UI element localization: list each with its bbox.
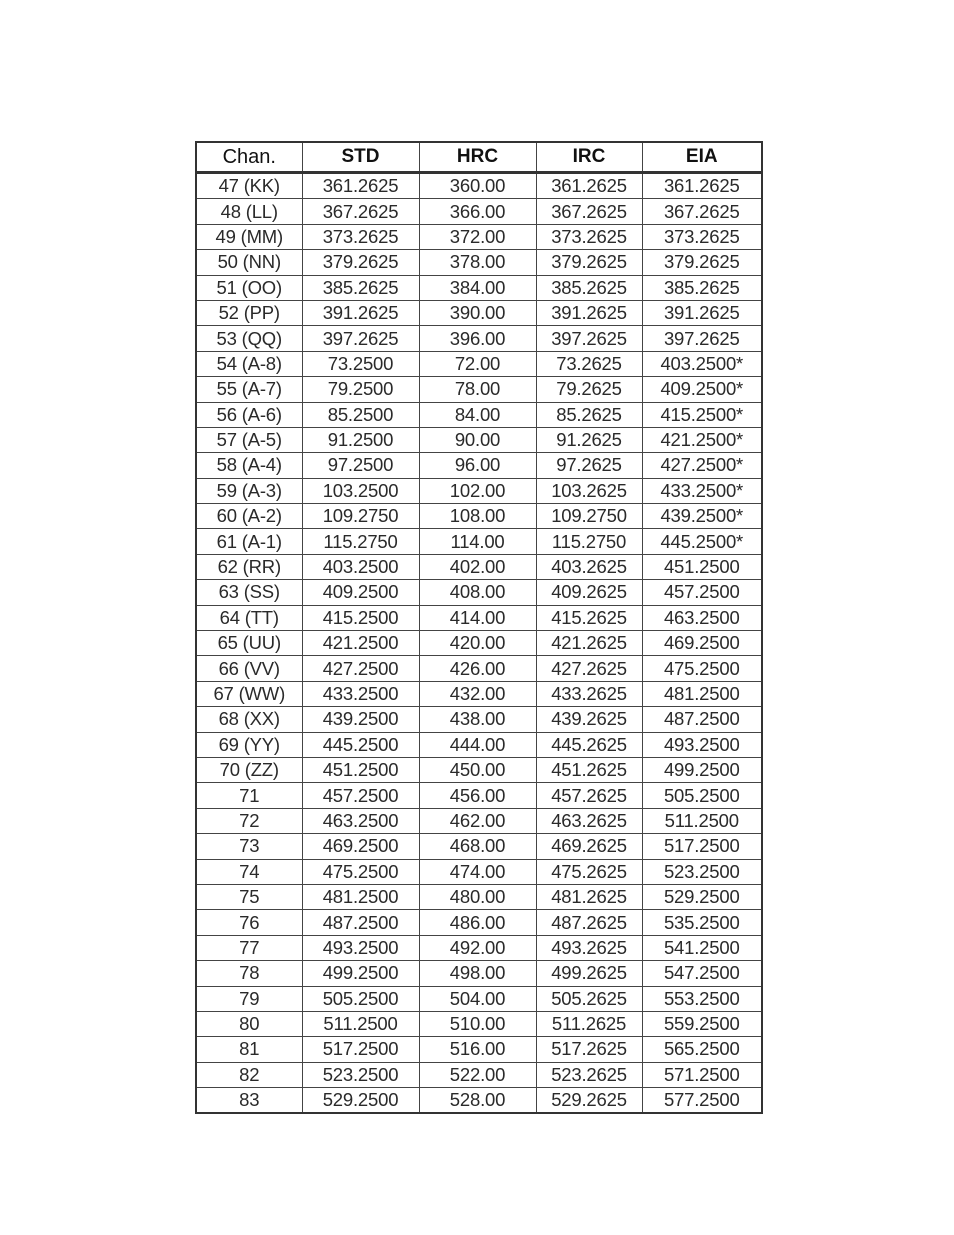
cell-eia: 571.2500 — [642, 1062, 762, 1087]
cell-eia: 397.2625 — [642, 326, 762, 351]
cell-eia: 415.2500* — [642, 402, 762, 427]
table-row — [196, 884, 762, 909]
header-std: STD — [302, 142, 419, 173]
cell-std: 505.2500 — [302, 986, 419, 1011]
cell-irc: 481.2625 — [536, 884, 642, 909]
table-row — [196, 910, 762, 935]
cell-irc: 103.2625 — [536, 478, 642, 503]
cell-chan: 49 (MM) — [196, 224, 302, 249]
channel-frequency-table — [195, 141, 763, 1114]
cell-chan: 55 (A-7) — [196, 377, 302, 402]
table-row — [196, 656, 762, 681]
cell-eia: 361.2625 — [642, 173, 762, 199]
cell-eia: 457.2500 — [642, 580, 762, 605]
cell-irc: 91.2625 — [536, 427, 642, 452]
cell-std: 523.2500 — [302, 1062, 419, 1087]
cell-chan: 68 (XX) — [196, 707, 302, 732]
header-irc: IRC — [536, 142, 642, 173]
table-row — [196, 300, 762, 325]
table-row — [196, 199, 762, 224]
cell-std: 73.2500 — [302, 351, 419, 376]
cell-std: 367.2625 — [302, 199, 419, 224]
table-row — [196, 453, 762, 478]
cell-eia: 505.2500 — [642, 783, 762, 808]
cell-hrc: 372.00 — [419, 224, 536, 249]
cell-eia: 553.2500 — [642, 986, 762, 1011]
cell-chan: 65 (UU) — [196, 631, 302, 656]
cell-chan: 76 — [196, 910, 302, 935]
table-row — [196, 504, 762, 529]
cell-eia: 475.2500 — [642, 656, 762, 681]
cell-std: 397.2625 — [302, 326, 419, 351]
cell-chan: 69 (YY) — [196, 732, 302, 757]
cell-irc: 457.2625 — [536, 783, 642, 808]
cell-hrc: 96.00 — [419, 453, 536, 478]
cell-irc: 529.2625 — [536, 1088, 642, 1114]
cell-hrc: 510.00 — [419, 1011, 536, 1036]
cell-std: 427.2500 — [302, 656, 419, 681]
cell-irc: 379.2625 — [536, 250, 642, 275]
cell-chan: 63 (SS) — [196, 580, 302, 605]
cell-irc: 361.2625 — [536, 173, 642, 199]
cell-hrc: 498.00 — [419, 961, 536, 986]
header-hrc: HRC — [419, 142, 536, 173]
cell-std: 85.2500 — [302, 402, 419, 427]
cell-chan: 61 (A-1) — [196, 529, 302, 554]
cell-std: 463.2500 — [302, 808, 419, 833]
cell-hrc: 426.00 — [419, 656, 536, 681]
cell-irc: 475.2625 — [536, 859, 642, 884]
table-row — [196, 275, 762, 300]
cell-hrc: 384.00 — [419, 275, 536, 300]
cell-irc: 391.2625 — [536, 300, 642, 325]
cell-eia: 445.2500* — [642, 529, 762, 554]
table-row — [196, 173, 762, 199]
cell-eia: 469.2500 — [642, 631, 762, 656]
table-row — [196, 605, 762, 630]
table-row — [196, 250, 762, 275]
cell-eia: 379.2625 — [642, 250, 762, 275]
cell-eia: 439.2500* — [642, 504, 762, 529]
cell-std: 499.2500 — [302, 961, 419, 986]
table-row — [196, 961, 762, 986]
cell-std: 115.2750 — [302, 529, 419, 554]
table-row — [196, 935, 762, 960]
cell-std: 475.2500 — [302, 859, 419, 884]
cell-hrc: 396.00 — [419, 326, 536, 351]
cell-chan: 72 — [196, 808, 302, 833]
cell-chan: 83 — [196, 1088, 302, 1114]
cell-std: 421.2500 — [302, 631, 419, 656]
cell-eia: 391.2625 — [642, 300, 762, 325]
cell-hrc: 492.00 — [419, 935, 536, 960]
cell-hrc: 378.00 — [419, 250, 536, 275]
header-eia: EIA — [642, 142, 762, 173]
cell-chan: 66 (VV) — [196, 656, 302, 681]
cell-chan: 75 — [196, 884, 302, 909]
cell-irc: 97.2625 — [536, 453, 642, 478]
cell-hrc: 360.00 — [419, 173, 536, 199]
cell-eia: 577.2500 — [642, 1088, 762, 1114]
cell-std: 361.2625 — [302, 173, 419, 199]
cell-eia: 385.2625 — [642, 275, 762, 300]
cell-hrc: 402.00 — [419, 554, 536, 579]
cell-chan: 56 (A-6) — [196, 402, 302, 427]
cell-eia: 559.2500 — [642, 1011, 762, 1036]
cell-chan: 71 — [196, 783, 302, 808]
cell-chan: 50 (NN) — [196, 250, 302, 275]
cell-eia: 367.2625 — [642, 199, 762, 224]
cell-chan: 48 (LL) — [196, 199, 302, 224]
cell-hrc: 504.00 — [419, 986, 536, 1011]
cell-hrc: 78.00 — [419, 377, 536, 402]
cell-std: 385.2625 — [302, 275, 419, 300]
cell-std: 403.2500 — [302, 554, 419, 579]
cell-hrc: 420.00 — [419, 631, 536, 656]
cell-chan: 78 — [196, 961, 302, 986]
cell-irc: 367.2625 — [536, 199, 642, 224]
cell-hrc: 432.00 — [419, 681, 536, 706]
cell-std: 439.2500 — [302, 707, 419, 732]
cell-std: 493.2500 — [302, 935, 419, 960]
cell-irc: 499.2625 — [536, 961, 642, 986]
table-body — [196, 173, 762, 1114]
cell-irc: 511.2625 — [536, 1011, 642, 1036]
cell-irc: 463.2625 — [536, 808, 642, 833]
cell-hrc: 390.00 — [419, 300, 536, 325]
cell-eia: 511.2500 — [642, 808, 762, 833]
table-row — [196, 707, 762, 732]
cell-irc: 373.2625 — [536, 224, 642, 249]
table-row — [196, 351, 762, 376]
cell-chan: 77 — [196, 935, 302, 960]
cell-chan: 70 (ZZ) — [196, 757, 302, 782]
cell-std: 97.2500 — [302, 453, 419, 478]
cell-hrc: 528.00 — [419, 1088, 536, 1114]
cell-hrc: 480.00 — [419, 884, 536, 909]
cell-eia: 481.2500 — [642, 681, 762, 706]
header-row — [196, 142, 762, 173]
cell-eia: 421.2500* — [642, 427, 762, 452]
cell-chan: 58 (A-4) — [196, 453, 302, 478]
cell-irc: 73.2625 — [536, 351, 642, 376]
cell-eia: 451.2500 — [642, 554, 762, 579]
table-row — [196, 1037, 762, 1062]
cell-irc: 433.2625 — [536, 681, 642, 706]
cell-std: 391.2625 — [302, 300, 419, 325]
table-row — [196, 377, 762, 402]
cell-chan: 60 (A-2) — [196, 504, 302, 529]
cell-irc: 445.2625 — [536, 732, 642, 757]
cell-std: 379.2625 — [302, 250, 419, 275]
table-row — [196, 1088, 762, 1114]
cell-std: 79.2500 — [302, 377, 419, 402]
cell-eia: 565.2500 — [642, 1037, 762, 1062]
cell-irc: 109.2750 — [536, 504, 642, 529]
cell-hrc: 450.00 — [419, 757, 536, 782]
table-row — [196, 1062, 762, 1087]
cell-hrc: 366.00 — [419, 199, 536, 224]
table-row — [196, 783, 762, 808]
cell-chan: 81 — [196, 1037, 302, 1062]
cell-std: 511.2500 — [302, 1011, 419, 1036]
cell-hrc: 114.00 — [419, 529, 536, 554]
cell-eia: 547.2500 — [642, 961, 762, 986]
cell-std: 415.2500 — [302, 605, 419, 630]
cell-irc: 505.2625 — [536, 986, 642, 1011]
cell-hrc: 456.00 — [419, 783, 536, 808]
cell-std: 529.2500 — [302, 1088, 419, 1114]
table-row — [196, 402, 762, 427]
cell-irc: 469.2625 — [536, 834, 642, 859]
cell-irc: 523.2625 — [536, 1062, 642, 1087]
cell-chan: 67 (WW) — [196, 681, 302, 706]
cell-irc: 115.2750 — [536, 529, 642, 554]
table-row — [196, 224, 762, 249]
cell-std: 457.2500 — [302, 783, 419, 808]
cell-hrc: 516.00 — [419, 1037, 536, 1062]
cell-chan: 54 (A-8) — [196, 351, 302, 376]
cell-irc: 85.2625 — [536, 402, 642, 427]
cell-hrc: 108.00 — [419, 504, 536, 529]
cell-irc: 493.2625 — [536, 935, 642, 960]
cell-hrc: 84.00 — [419, 402, 536, 427]
cell-irc: 427.2625 — [536, 656, 642, 681]
cell-std: 433.2500 — [302, 681, 419, 706]
table-row — [196, 732, 762, 757]
cell-chan: 62 (RR) — [196, 554, 302, 579]
cell-std: 517.2500 — [302, 1037, 419, 1062]
table-row — [196, 554, 762, 579]
cell-irc: 517.2625 — [536, 1037, 642, 1062]
cell-chan: 57 (A-5) — [196, 427, 302, 452]
cell-eia: 529.2500 — [642, 884, 762, 909]
cell-std: 109.2750 — [302, 504, 419, 529]
cell-chan: 82 — [196, 1062, 302, 1087]
cell-std: 487.2500 — [302, 910, 419, 935]
table-row — [196, 808, 762, 833]
cell-chan: 80 — [196, 1011, 302, 1036]
cell-eia: 463.2500 — [642, 605, 762, 630]
cell-eia: 517.2500 — [642, 834, 762, 859]
table-row — [196, 427, 762, 452]
cell-hrc: 90.00 — [419, 427, 536, 452]
cell-hrc: 486.00 — [419, 910, 536, 935]
cell-chan: 74 — [196, 859, 302, 884]
cell-std: 481.2500 — [302, 884, 419, 909]
cell-eia: 535.2500 — [642, 910, 762, 935]
header-chan: Chan. — [196, 142, 302, 173]
cell-irc: 439.2625 — [536, 707, 642, 732]
cell-hrc: 438.00 — [419, 707, 536, 732]
table-header — [196, 142, 762, 173]
table-row — [196, 529, 762, 554]
cell-eia: 541.2500 — [642, 935, 762, 960]
cell-std: 445.2500 — [302, 732, 419, 757]
cell-eia: 427.2500* — [642, 453, 762, 478]
cell-hrc: 72.00 — [419, 351, 536, 376]
table-row — [196, 580, 762, 605]
table-row — [196, 986, 762, 1011]
cell-std: 91.2500 — [302, 427, 419, 452]
cell-chan: 73 — [196, 834, 302, 859]
cell-hrc: 462.00 — [419, 808, 536, 833]
cell-hrc: 522.00 — [419, 1062, 536, 1087]
table-row — [196, 834, 762, 859]
cell-std: 103.2500 — [302, 478, 419, 503]
cell-irc: 487.2625 — [536, 910, 642, 935]
cell-chan: 52 (PP) — [196, 300, 302, 325]
cell-hrc: 474.00 — [419, 859, 536, 884]
cell-chan: 64 (TT) — [196, 605, 302, 630]
cell-chan: 59 (A-3) — [196, 478, 302, 503]
table-row — [196, 681, 762, 706]
cell-chan: 53 (QQ) — [196, 326, 302, 351]
cell-hrc: 414.00 — [419, 605, 536, 630]
cell-std: 373.2625 — [302, 224, 419, 249]
table-row — [196, 859, 762, 884]
cell-eia: 487.2500 — [642, 707, 762, 732]
cell-chan: 79 — [196, 986, 302, 1011]
cell-irc: 397.2625 — [536, 326, 642, 351]
cell-eia: 493.2500 — [642, 732, 762, 757]
cell-irc: 385.2625 — [536, 275, 642, 300]
table-row — [196, 478, 762, 503]
cell-eia: 403.2500* — [642, 351, 762, 376]
cell-std: 409.2500 — [302, 580, 419, 605]
cell-irc: 403.2625 — [536, 554, 642, 579]
cell-eia: 523.2500 — [642, 859, 762, 884]
cell-hrc: 408.00 — [419, 580, 536, 605]
cell-irc: 79.2625 — [536, 377, 642, 402]
cell-irc: 409.2625 — [536, 580, 642, 605]
cell-eia: 433.2500* — [642, 478, 762, 503]
cell-hrc: 468.00 — [419, 834, 536, 859]
cell-hrc: 102.00 — [419, 478, 536, 503]
table-row — [196, 1011, 762, 1036]
table-row — [196, 326, 762, 351]
cell-std: 451.2500 — [302, 757, 419, 782]
cell-eia: 373.2625 — [642, 224, 762, 249]
cell-chan: 47 (KK) — [196, 173, 302, 199]
cell-eia: 409.2500* — [642, 377, 762, 402]
table-row — [196, 757, 762, 782]
cell-eia: 499.2500 — [642, 757, 762, 782]
table-row — [196, 631, 762, 656]
cell-irc: 415.2625 — [536, 605, 642, 630]
cell-hrc: 444.00 — [419, 732, 536, 757]
cell-chan: 51 (OO) — [196, 275, 302, 300]
cell-irc: 421.2625 — [536, 631, 642, 656]
cell-std: 469.2500 — [302, 834, 419, 859]
cell-irc: 451.2625 — [536, 757, 642, 782]
